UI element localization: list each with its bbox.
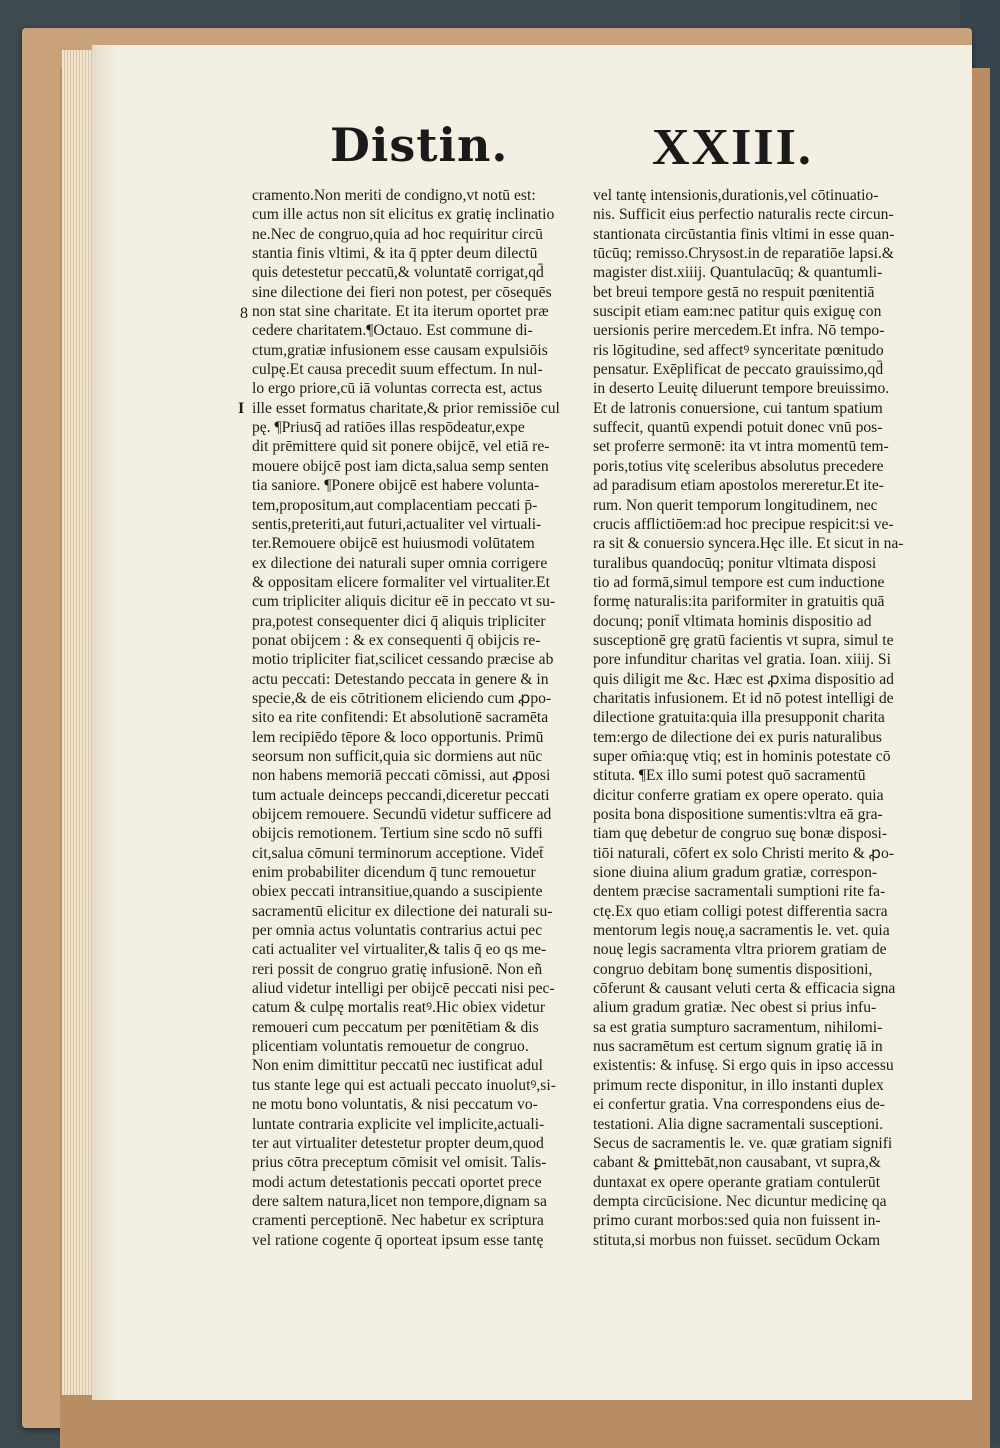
text-line: suscipit etiam eam:nec patitur quis exiguę con [593,303,882,321]
text-line: quis detestetur peccatū,& voluntatē corrigat,qd̄ [252,264,544,282]
text-line: nouę legis sacramenta vltra priorem gratiam de [593,941,887,959]
text-line: uersionis perire mercedem.Et infra. Nō tempo- [593,322,885,340]
text-line: aliud videtur intelligi per obijcē peccati nisi pec- [252,980,555,998]
text-line: specie,& de eis cōtritionem eliciendo cum ꝓpo- [252,689,552,707]
text-line: ctę.Ex quo etiam colligi potest differentia sacra [593,902,888,920]
text-line: modi actum detestationis peccati oportet prece [252,1173,542,1191]
text-line: stantionata circūstantia finis vltimi in esse quan- [593,225,895,243]
text-line: stituta. ¶Ex illo sumi potest quō sacramentū [593,767,866,785]
text-line: stantia finis vltimi, & ita q̄ ppter deum dilectū [252,245,538,263]
text-line: poris,totius vitę sceleribus absolutus precedere [593,457,884,475]
text-line: tus stante lege qui est actuali peccato inuolutꝰ,si- [252,1076,556,1094]
text-line: sine dilectione dei fieri non potest, per cōsequēs [252,283,552,301]
text-line: turalibus quandocūq; ponitur vltimata disposi [593,554,877,572]
text-line: non habens memoriā peccati cōmissi, aut ꝓposi [252,767,551,785]
text-line: lem recipiēdo tēpore & loco opportunis. Primū [252,728,544,746]
text-column-left [252,186,574,1250]
text-line: primum recte disponitur, in illo instanti duplex [593,1076,884,1094]
running-head-right: XXIII. [652,119,813,176]
text-line: Secus de sacramentis le. ve. quæ gratiam signifi [593,1134,893,1152]
text-line: docunq; ponit̄ vltimata hominis dispositio ad [593,612,872,630]
text-line: culpę.Et causa precedit suum effectum. In nul- [252,361,543,379]
text-line: ex dilectione dei naturali super omnia corrigere [252,554,548,572]
text-line: reri possit de congruo gratię infusionē. Non eñ [252,960,543,978]
text-line: pensatur. Exēplificat de peccato grauissimo,qd̄ [593,361,884,379]
text-line: suffecit, quantū expendi potuit donec vnū pos- [593,419,883,437]
text-line: in deserto Leuitę diluerunt tempore breuissimo. [593,380,890,398]
text-line: cati actualiter vel virtualiter,& talis q̄ eo qs me- [252,941,547,959]
text-line: bet breui tempore gestā no respuit pœnitentiā [593,283,875,301]
text-line: charitatis infusionem. Et id nō potest intelligi de [593,689,894,707]
text-line: tem:ergo de dilectione dei ex puris naturalibus [593,728,882,746]
text-line: ille esset formatus charitate,& prior remissiōe cul [252,399,560,417]
text-line: plicentiam voluntatis remouetur de congruo. [252,1038,529,1056]
text-line: magister dist.xiiij. Quantulacūq; & quantumli- [593,264,883,282]
text-line: sentis,preteriti,aut futuri,actualiter vel virtuali- [252,515,542,533]
text-line: primo curant morbos:sed quia non fuissent in- [593,1212,881,1230]
text-line: dere saltem natura,licet non tempore,dignam sa [252,1192,547,1210]
text-line: cum ille actus non sit elicitus ex gratię inclinatio [252,206,555,224]
text-line: remoueri cum peccatum per pœnitētiam & dis [252,1018,539,1036]
text-line: ter aut virtualiter detestetur propter deum,quod [252,1134,544,1152]
text-line: tiam quę debetur de congruo suę bonæ disposi- [593,825,888,843]
text-line: tiōi naturali, cōfert ex solo Christi merito & ꝓo- [593,844,894,862]
text-line: obijcem remouere. Secundū videtur sufficere ad [252,806,552,823]
text-line: sito ea rite confitendi: Et absolutionē sacramēta [252,709,549,727]
text-line: Non enim dimittitur peccatū nec iustificat adul [252,1057,543,1075]
text-line: sione diuina alium gradum gratiæ, correspon- [593,864,878,882]
text-line: crucis afflictiōem:ad hoc precipue respicit:si ve- [593,515,894,533]
text-line: dilectione gratuita:quia illa presupponit charita [593,709,885,727]
text-line: super om̄ia:quę vtiq; est in hominis potestate cō [593,747,891,765]
text-line: cramento.Non meriti de condigno,vt notū est: [252,187,536,204]
text-line: luntate contraria explicite vel implicite,actuali- [252,1115,545,1133]
text-line: ris lōgitudine, sed affectꝰ synceritate pœnitudo [593,341,884,359]
text-line: ne motu bono voluntatis, & nisi peccatum vo- [252,1096,538,1114]
text-line: rum. Non querit temporum longitudinem, nec [593,496,878,514]
text-line: actu peccati: Detestando peccata in genere & in [252,670,549,688]
text-line: cōferunt & causant veluti certa & efficacia signa [593,980,896,998]
text-line: nis. Sufficit eius perfectio naturalis recte circun- [593,206,894,224]
text-line: susceptionē grę gratū facientis vt supra, simul te [593,631,894,649]
text-line: ctum,gratiæ infusionem esse causam expulsiōis [252,341,548,359]
text-line: & oppositam elicere formaliter vel virtualiter.Et [252,573,550,591]
text-line: ne.Nec de congruo,quia ad hoc requiritur circū [252,225,543,243]
text-line: stituta,si morbus non fuisset. secūdum Ockam [593,1231,881,1249]
text-line: tem,propositum,aut complacentiam peccati p̄- [252,496,538,514]
text-line: prius cōtra preceptum cōmisit vel omisit. Talis- [252,1154,547,1172]
text-line: pę. ¶Priusq̄ ad ratiōes illas respōdeatur,expe [252,419,525,437]
text-line: existentis: & infusę. Si ergo quis in ipso accessu [593,1057,894,1075]
text-line: ei confertur gratia. Vna correspondens eius de- [593,1096,885,1114]
text-line: non stat sine charitate. Et ita iterum oportet præ [252,303,549,321]
text-column-right [593,186,913,1250]
text-line: tūcūq; remisso.Chrysost.in de reparatiōe lapsi.& [593,245,894,263]
text-line: ter.Remouere obijcē est huiusmodi volūtatem [252,535,535,553]
text-line: cedere charitatem.¶Octauo. Est commune di- [252,322,533,340]
text-line: seorsum non sufficit,quia sic dormiens aut nūc [252,747,543,765]
text-line: tia saniore. ¶Ponere obijcē est habere volunta- [252,477,540,495]
text-line: alium gradum gratiæ. Nec obest si prius infu- [593,999,877,1017]
text-line: catum & culpę mortalis reatꝰ.Hic obiex videtur [252,999,546,1017]
text-line: motio tripliciter fiat,scilicet cessando præcise ab [252,651,554,669]
text-line: lo ergo priore,cū iā voluntas correcta est, actus [252,380,543,398]
text-line: pore infunditur charitas vel gratia. Ioan. xiiij. Si [593,651,891,669]
text-line: congruo debitam bonę sumentis dispositioni, [593,960,873,978]
text-line: ad paradisum etiam apostolos mereretur.Et ite- [593,477,884,495]
text-line: duntaxat ex opere operante gratiam contulerūt [593,1173,881,1191]
text-line: formę naturalis:ita pariformiter in gratuitis quā [593,593,885,611]
marginal-number: 8 [240,305,248,322]
text-line: nus sacramētum est certum signum gratię iā in [593,1038,883,1056]
text-line: enim probabiliter dicendum q̄ tunc remouetur [252,864,536,882]
text-line: cum tripliciter aliquis dicitur eē in peccato vt su- [252,593,556,611]
text-line: testationi. Alia digne sacramentali susceptioni. [593,1115,884,1133]
text-line: dicitur conferre gratiam ex opere operato. quia [593,786,884,804]
text-line: mouere obijcē post iam dicta,salua semp senten [252,457,549,475]
text-line: dentem præcise sacramentali sumptioni rite fa- [593,883,886,901]
running-head-left: Distin. [330,118,509,172]
marginal-letter: I [238,400,245,417]
text-line: posita bona dispositione sumentis:vltra eā gra- [593,806,883,823]
text-line: cabant & ꝑmittebāt,non causabant, vt supra,& [593,1154,881,1172]
text-line: mentorum legis nouę,a sacramentis le. vet. quia [593,922,890,940]
text-line: set proferre sermonē: ita vt intra momentū tem- [593,438,889,456]
text-line: quis diligit me &c. Hæc est ꝓxima dispositio ad [593,670,894,688]
text-line: dit prēmittere quid sit ponere obijcē, vel etiā re- [252,438,550,456]
text-line: cramenti perceptionē. Nec habetur ex scriptura [252,1212,544,1230]
text-line: ponat obijcem : & ex consequenti q̄ obijcis re- [252,631,541,649]
text-line: sa est gratia sumpturo sacramentum, nihilomi- [593,1018,883,1036]
text-line: dempta circūcisione. Nec dicuntur medicinę qa [593,1192,887,1210]
text-line: obijcis remotionem. Tertium sine scdo nō suffi [252,825,543,843]
text-line: vel ratione cogente q̄ oporteat ipsum esse tantę [252,1231,544,1249]
text-line: Et de latronis conuersione, cui tantum spatium [593,399,883,417]
text-line: vel tantę intensionis,durationis,vel cōtinuatio- [593,187,879,204]
text-line: per omnia actus voluntatis contrarius actui pec [252,922,543,940]
text-line: pra,potest consequenter dici q̄ aliquis tripliciter [252,612,546,630]
text-line: cit,salua cōmuni terminorum acceptione. Videt̄ [252,844,544,862]
page-edges [62,50,92,1395]
text-line: obiex peccati intransitiue,quando a suscipiente [252,883,543,901]
text-line: tum actuale deinceps peccandi,diceretur peccati [252,786,550,804]
text-line: sacramentū elicitur ex dilectione dei naturali su- [252,902,553,920]
text-line: ra sit & conuersio syncera.Hęc ille. Et sicut in na- [593,535,904,553]
text-line: tio ad formā,simul tempore est cum inductione [593,573,885,591]
